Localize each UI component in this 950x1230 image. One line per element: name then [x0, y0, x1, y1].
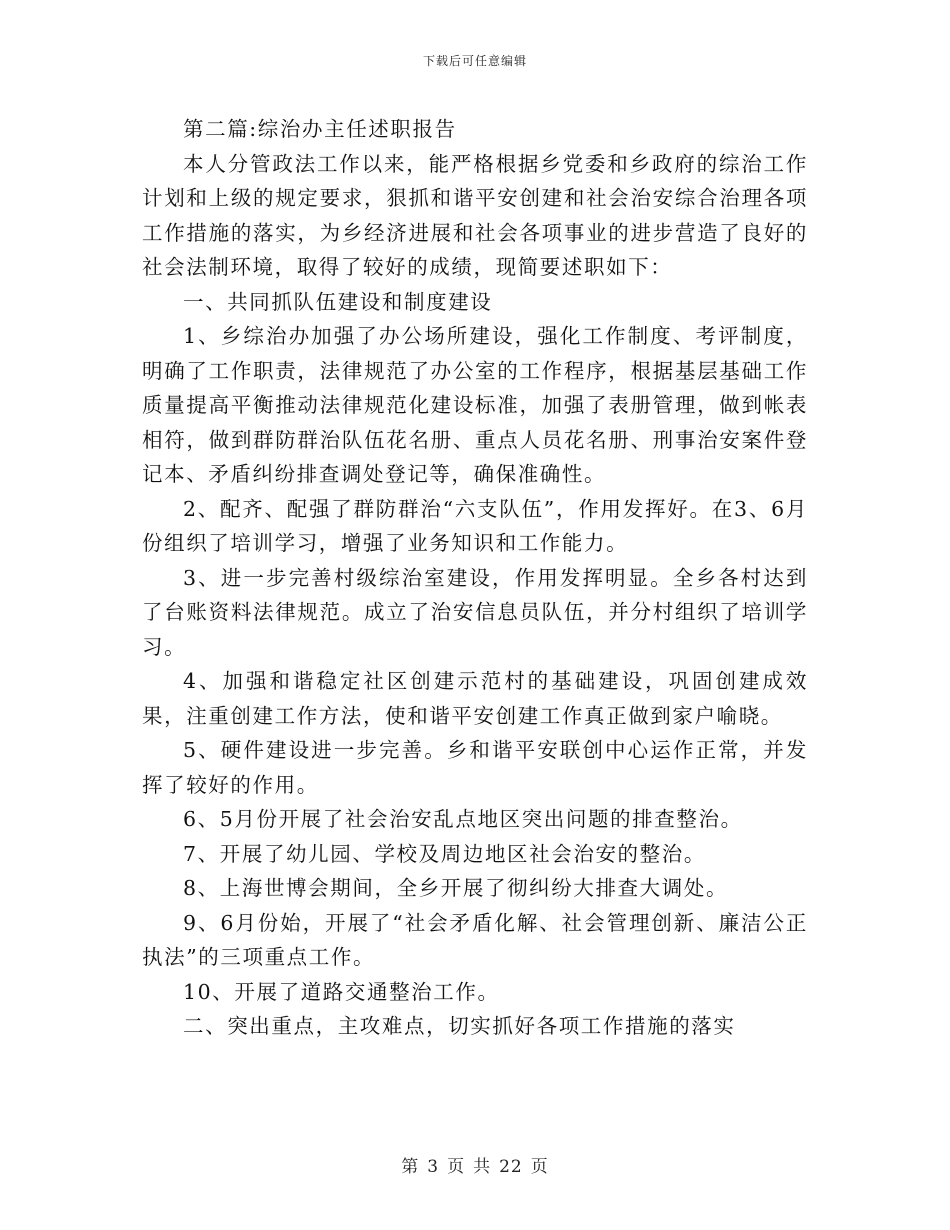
document-title: 第二篇:综治办主任述职报告 [183, 117, 457, 141]
paragraph: 9、6月份始，开展了“社会矛盾化解、社会管理创新、廉洁公正执法”的三项重点工作。 [142, 910, 808, 969]
paragraph: 本人分管政法工作以来，能严格根据乡党委和乡政府的综治工作计划和上级的规定要求，狠抓和谐平安创建和社会治安综合治理各项工作措施的落实，为乡经济进展和社会各项事业的进步营造了良好的社会法制环境，取得了较好的成绩，现简要述职如下： [142, 151, 808, 279]
paragraph: 8、上海世博会期间，全乡开展了彻纠纷大排查大调处。 [183, 876, 729, 900]
page-label-prefix: 第 [401, 1157, 420, 1177]
paragraph: 7、开展了幼儿园、学校及周边地区社会治安的整治。 [183, 841, 706, 866]
section-heading: 一、共同抓队伍建设和制度建设 [183, 289, 493, 314]
header-note: 下载后可任意编辑 [422, 54, 527, 68]
paragraph: 10、开展了道路交通整治工作。 [183, 979, 500, 1004]
page-label-mid1: 页 [447, 1157, 466, 1177]
total-pages: 22 [499, 1157, 523, 1177]
section-heading: 二、突出重点，主攻难点，切实抓好各项工作措施的落实 [183, 1014, 736, 1038]
paragraph: 2、配齐、配强了群防群治“六支队伍”，作用发挥好。在3、6月份组织了培训学习，增强了业务知识和工作能力。 [142, 496, 808, 555]
page-number: 3 [427, 1157, 440, 1177]
paragraph: 4、加强和谐稳定社区创建示范村的基础建设，巩固创建成效果，注重创建工作方法，使和谐平安创建工作真正做到家户喻晓。 [142, 669, 808, 728]
document-body [142, 112, 808, 1044]
page-label-suffix: 页 [530, 1157, 549, 1177]
paragraph: 5、硬件建设进一步完善。乡和谐平安联创中心运作正常，并发挥了较好的作用。 [142, 738, 808, 797]
paragraph: 6、5月份开展了社会治安乱点地区突出问题的排查整治。 [183, 807, 743, 831]
paragraph: 3、进一步完善村级综治室建设，作用发挥明显。全乡各村达到了台账资料法律规范。成立了治安信息员队伍，并分村组织了培训学习。 [142, 565, 808, 659]
page-label-mid2: 共 [473, 1157, 492, 1177]
page-footer [0, 1152, 950, 1177]
paragraph: 1、乡综治办加强了办公场所建设，强化工作制度、考评制度，明确了工作职责，法律规范了办公室的工作程序，根据基层基础工作质量提高平衡推动法律规范化建设标准，加强了表册管理，做到帐表相符，做到群防群治队伍花名册、重点人员花名册、刑事治安案件登记本、矛盾纠纷排查调处登记等，确保准确性。 [142, 324, 808, 486]
